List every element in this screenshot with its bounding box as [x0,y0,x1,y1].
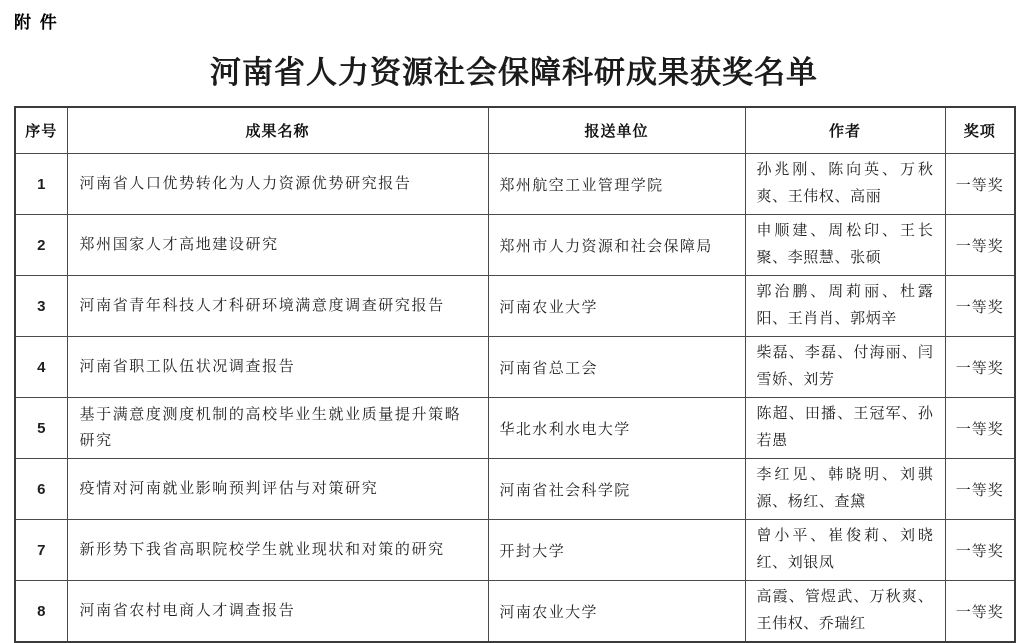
cell-serial-number: 7 [15,520,67,581]
column-header-unit: 报送单位 [488,107,745,154]
cell-submitting-unit: 华北水利水电大学 [488,398,745,459]
cell-submitting-unit: 郑州航空工业管理学院 [488,154,745,215]
cell-serial-number: 6 [15,459,67,520]
cell-award: 一等奖 [945,276,1015,337]
cell-authors: 陈超、田播、王冠军、孙若愚 [745,398,945,459]
cell-result-name: 河南省职工队伍状况调查报告 [67,337,488,398]
cell-award: 一等奖 [945,398,1015,459]
cell-serial-number: 4 [15,337,67,398]
table-row [15,276,1015,337]
cell-authors: 郭治鹏、周莉丽、杜露阳、王肖肖、郭炳辛 [745,276,945,337]
table-row [15,459,1015,520]
cell-submitting-unit: 河南省总工会 [488,337,745,398]
cell-award: 一等奖 [945,337,1015,398]
column-header-name: 成果名称 [67,107,488,154]
table-row [15,337,1015,398]
table-row [15,154,1015,215]
cell-result-name: 河南省青年科技人才科研环境满意度调查研究报告 [67,276,488,337]
cell-serial-number: 1 [15,154,67,215]
cell-result-name: 河南省农村电商人才调查报告 [67,581,488,643]
cell-award: 一等奖 [945,520,1015,581]
table-row [15,398,1015,459]
cell-serial-number: 8 [15,581,67,643]
column-header-serial: 序号 [15,107,67,154]
table-body [15,154,1015,643]
cell-serial-number: 2 [15,215,67,276]
column-header-authors: 作者 [745,107,945,154]
cell-submitting-unit: 开封大学 [488,520,745,581]
cell-authors: 柴磊、李磊、付海丽、闫雪娇、刘芳 [745,337,945,398]
table-row [15,520,1015,581]
cell-authors: 高霞、管煜武、万秋爽、王伟权、乔瑞红 [745,581,945,643]
cell-submitting-unit: 河南省社会科学院 [488,459,745,520]
cell-award: 一等奖 [945,215,1015,276]
cell-serial-number: 5 [15,398,67,459]
cell-award: 一等奖 [945,581,1015,643]
column-header-award: 奖项 [945,107,1015,154]
cell-result-name: 新形势下我省高职院校学生就业现状和对策的研究 [67,520,488,581]
cell-result-name: 河南省人口优势转化为人力资源优势研究报告 [67,154,488,215]
cell-authors: 申顺建、周松印、王长聚、李照慧、张硕 [745,215,945,276]
cell-result-name: 疫情对河南就业影响预判评估与对策研究 [67,459,488,520]
cell-award: 一等奖 [945,459,1015,520]
cell-authors: 孙兆刚、陈向英、万秋爽、王伟权、高丽 [745,154,945,215]
cell-submitting-unit: 河南农业大学 [488,581,745,643]
cell-result-name: 基于满意度测度机制的高校毕业生就业质量提升策略研究 [67,398,488,459]
cell-award: 一等奖 [945,154,1015,215]
attachment-label: 附 件 [14,13,59,32]
awards-table [14,106,1016,643]
table-row [15,581,1015,643]
cell-authors: 李红见、韩晓明、刘骐源、杨红、查黛 [745,459,945,520]
cell-submitting-unit: 郑州市人力资源和社会保障局 [488,215,745,276]
cell-result-name: 郑州国家人才高地建设研究 [67,215,488,276]
table-row [15,215,1015,276]
cell-authors: 曾小平、崔俊莉、刘晓红、刘银凤 [745,520,945,581]
cell-serial-number: 3 [15,276,67,337]
page-title: 河南省人力资源社会保障科研成果获奖名单 [210,55,818,90]
cell-submitting-unit: 河南农业大学 [488,276,745,337]
table-header-row [15,107,1015,154]
